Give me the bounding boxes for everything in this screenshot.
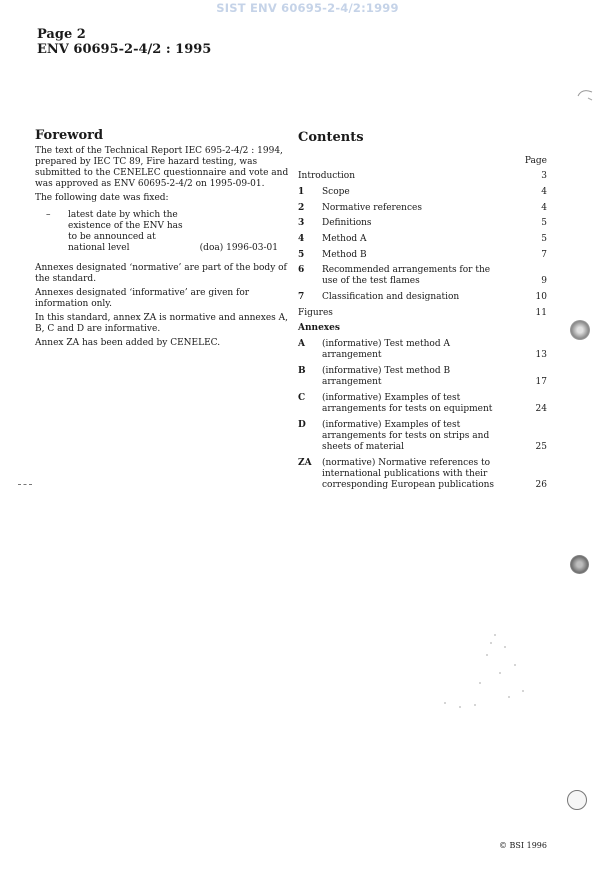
text-line: was approved as ENV 60695-2-4/2 on 1995-09-01. (35, 179, 265, 189)
doa-label: national level (68, 243, 130, 253)
toc-entry-number: 4 (298, 234, 305, 244)
page-label: Page 2 (37, 27, 86, 42)
page-header (37, 27, 211, 57)
toc-entry-title: Figures (298, 308, 333, 318)
text-line: Annexes designated ‘informative’ are given for (35, 288, 250, 298)
document-id: ENV 60695-2-4/2 : 1995 (37, 42, 212, 57)
watermark: SIST ENV 60695-2-4/2:1999 (216, 1, 399, 15)
toc-entry-page: 3 (541, 171, 547, 181)
text-line: B, C and D are informative. (35, 324, 161, 334)
toc-entry-title: Method B (322, 250, 367, 260)
text-line: latest date by which the (68, 210, 178, 220)
toc-entry-page: 5 (541, 234, 547, 244)
toc-entry-page: 10 (535, 292, 547, 302)
list-dash: – (46, 210, 51, 220)
toc-entry-title: arrangements for tests on strips and (322, 431, 490, 441)
toc-entry-title: Method A (322, 234, 367, 244)
doa-row (68, 243, 278, 254)
text-line: existence of the ENV has (68, 221, 183, 231)
toc-entry-number: A (298, 339, 305, 349)
foreword-paragraph-2: The following date was fixed: (35, 193, 169, 203)
toc-entry-number: ZA (298, 458, 312, 468)
toc-entry-page: 9 (541, 276, 547, 286)
copyright: © BSI 1996 (499, 841, 547, 850)
doa-date: (doa) 1996-03-01 (199, 243, 278, 253)
punch-hole-mark (570, 555, 589, 574)
toc-entry-title: corresponding European publications (322, 480, 495, 490)
toc-entry-page: 26 (535, 480, 547, 490)
toc-entry-page: 11 (535, 308, 547, 318)
toc-entry-page: 24 (535, 404, 547, 414)
toc-annex-d[interactable] (298, 420, 547, 453)
toc-entry-title: Definitions (322, 218, 372, 228)
toc-entry-title: Introduction (298, 171, 355, 181)
foreword-section (35, 128, 290, 352)
toc-entry-page: 4 (541, 203, 547, 213)
date-list-item (35, 210, 290, 254)
scan-mark-left (18, 484, 32, 485)
toc-entry-page: 7 (541, 250, 547, 260)
foreword-paragraph-1 (35, 146, 290, 190)
foreword-paragraph-6: Annex ZA has been added by CENELEC. (35, 338, 221, 348)
punch-hole-mark (567, 790, 587, 810)
toc-entry-number: C (298, 393, 306, 403)
toc-entry-number: 3 (298, 218, 305, 228)
toc-entry-title: arrangement (322, 377, 382, 387)
toc-entry-number: 7 (298, 292, 305, 302)
toc-entry-title: (informative) Examples of test (322, 420, 461, 430)
toc-annex-za[interactable] (298, 458, 547, 491)
scan-mark-top (576, 86, 596, 106)
foreword-title: Foreword (35, 128, 104, 143)
table-of-contents (298, 0, 547, 876)
punch-hole-mark (570, 320, 590, 340)
foreword-paragraph-4 (35, 288, 290, 310)
toc-entry-title: international publications with their (322, 469, 488, 479)
toc-entry-number: 6 (298, 265, 305, 275)
text-line: Annexes designated ‘normative’ are part of the body of (35, 263, 287, 273)
toc-entry-title: (informative) Test method B (322, 366, 451, 376)
text-line: the standard. (35, 274, 97, 284)
toc-entry-title: arrangements for tests on equipment (322, 404, 493, 414)
annexes-header: Annexes (298, 323, 340, 333)
toc-entry-title: (informative) Examples of test (322, 393, 461, 403)
toc-entry-page: 25 (535, 442, 547, 452)
toc-entry-number: D (298, 420, 306, 430)
scan-noise (425, 625, 535, 720)
foreword-paragraph-3 (35, 263, 290, 285)
toc-entry-title: Classification and designation (322, 292, 460, 302)
toc-entry-page: 17 (535, 377, 547, 387)
toc-entry-number: 2 (298, 203, 305, 213)
text-line: submitted to the CENELEC questionnaire and vote and (35, 168, 289, 178)
text-line: information only. (35, 299, 113, 309)
text-line: prepared by IEC TC 89, Fire hazard testing, was (35, 157, 258, 167)
toc-entry-6[interactable] (298, 265, 547, 287)
text-line: In this standard, annex ZA is normative and annexes A, (35, 313, 288, 323)
toc-entry-title: Scope (322, 187, 350, 197)
toc-annex-a[interactable] (298, 339, 547, 361)
toc-entry-title: (normative) Normative references to (322, 458, 491, 468)
text-line: to be announced at (68, 232, 156, 242)
page-column-header: Page (524, 156, 547, 166)
toc-entry-number: 5 (298, 250, 305, 260)
toc-entry-number: 1 (298, 187, 305, 197)
toc-entry-title: Normative references (322, 203, 422, 213)
toc-entry-title: (informative) Test method A (322, 339, 450, 349)
toc-entry-page: 4 (541, 187, 547, 197)
toc-annex-c[interactable] (298, 393, 547, 415)
toc-entry-page: 5 (541, 218, 547, 228)
toc-entry-number: B (298, 366, 306, 376)
toc-entry-title: arrangement (322, 350, 382, 360)
toc-annex-b[interactable] (298, 366, 547, 388)
toc-entry-title: sheets of material (322, 442, 405, 452)
foreword-paragraph-5 (35, 313, 290, 335)
toc-entry-page: 13 (535, 350, 547, 360)
toc-entry-title: Recommended arrangements for the (322, 265, 491, 275)
toc-entry-title: use of the test flames (322, 276, 420, 286)
text-line: The text of the Technical Report IEC 695-2-4/2 : 1994, (35, 146, 283, 156)
contents-title: Contents (298, 130, 364, 145)
